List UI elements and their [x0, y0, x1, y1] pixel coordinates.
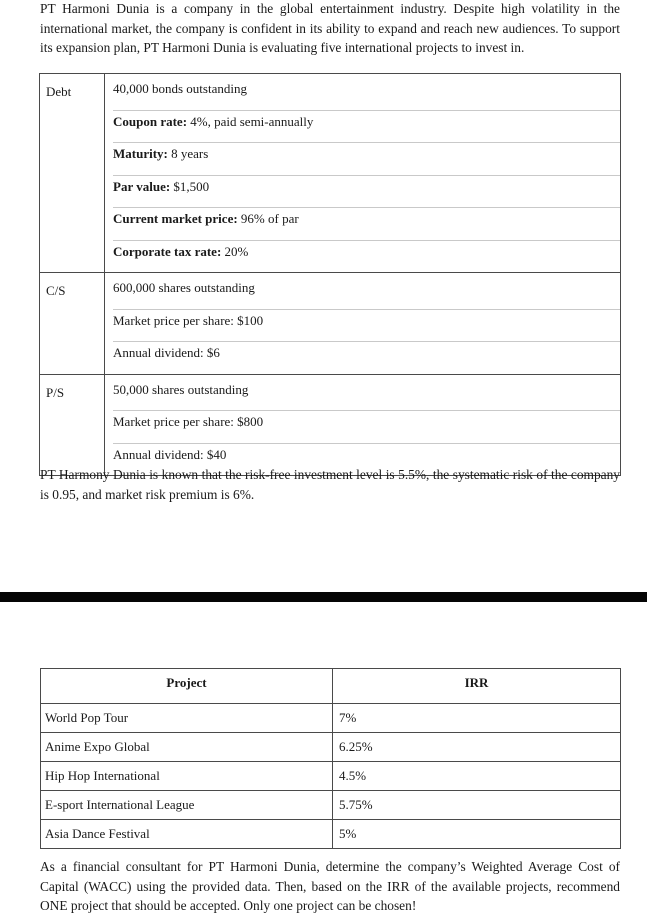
- coupon-rate: Coupon rate: 4%, paid semi-annually: [113, 111, 620, 144]
- debt-details: [105, 74, 621, 273]
- table-row: [41, 820, 621, 849]
- risk-paragraph: PT Harmony Dunia is known that the risk-free investment level is 5.5%, the systematic risk of the company is 0.95, and market risk premium is 6%.: [40, 467, 620, 502]
- irr-column-header: IRR: [333, 669, 621, 704]
- page-divider: [0, 592, 647, 602]
- par-value: Par value: $1,500: [113, 176, 620, 209]
- ps-shares: 50,000 shares outstanding: [113, 379, 620, 412]
- common-stock-row: [40, 273, 621, 375]
- project-name: Asia Dance Festival: [41, 820, 333, 849]
- maturity: Maturity: 8 years: [113, 143, 620, 176]
- ps-label: P/S: [40, 374, 105, 476]
- cs-details: [105, 273, 621, 375]
- debt-row: [40, 74, 621, 273]
- debt-label: Debt: [40, 74, 105, 273]
- question-paragraph: As a financial consultant for PT Harmoni Dunia, determine the company’s Weighted Average Cost of Capital (WACC) using the provided data. Then, based on the IRR of the available projects, recommend ONE project that should be accepted. Only one project can be chosen!: [40, 859, 620, 913]
- project-name: Anime Expo Global: [41, 733, 333, 762]
- cs-price: Market price per share: $100: [113, 310, 620, 343]
- project-irr: 5%: [333, 820, 621, 849]
- project-name: Hip Hop International: [41, 762, 333, 791]
- table-row: [41, 733, 621, 762]
- projects-header-row: [41, 669, 621, 704]
- capital-structure-table: [39, 73, 621, 476]
- intro-paragraph: PT Harmoni Dunia is a company in the global entertainment industry. Despite high volatility in the international market, the company is confident in its ability to expand and reach new audiences. To support its expansion plan, PT Harmoni Dunia is evaluating five international projects to invest in.: [40, 1, 620, 55]
- cs-shares: 600,000 shares outstanding: [113, 277, 620, 310]
- table-row: [41, 791, 621, 820]
- cs-label: C/S: [40, 273, 105, 375]
- corporate-tax-rate: Corporate tax rate: 20%: [113, 243, 249, 259]
- ps-price: Market price per share: $800: [113, 411, 620, 444]
- bonds-outstanding: 40,000 bonds outstanding: [113, 78, 620, 111]
- project-irr: 4.5%: [333, 762, 621, 791]
- ps-dividend: Annual dividend: $40: [113, 446, 227, 462]
- project-name: E-sport International League: [41, 791, 333, 820]
- table-row: [41, 762, 621, 791]
- project-irr: 6.25%: [333, 733, 621, 762]
- project-irr: 5.75%: [333, 791, 621, 820]
- current-market-price: Current market price: 96% of par: [113, 208, 620, 241]
- table-row: [41, 704, 621, 733]
- project-column-header: Project: [41, 669, 333, 704]
- preferred-stock-row: [40, 374, 621, 476]
- cs-dividend: Annual dividend: $6: [113, 345, 220, 360]
- project-irr: 7%: [333, 704, 621, 733]
- project-name: World Pop Tour: [41, 704, 333, 733]
- projects-table: [40, 668, 621, 849]
- ps-details: [105, 374, 621, 476]
